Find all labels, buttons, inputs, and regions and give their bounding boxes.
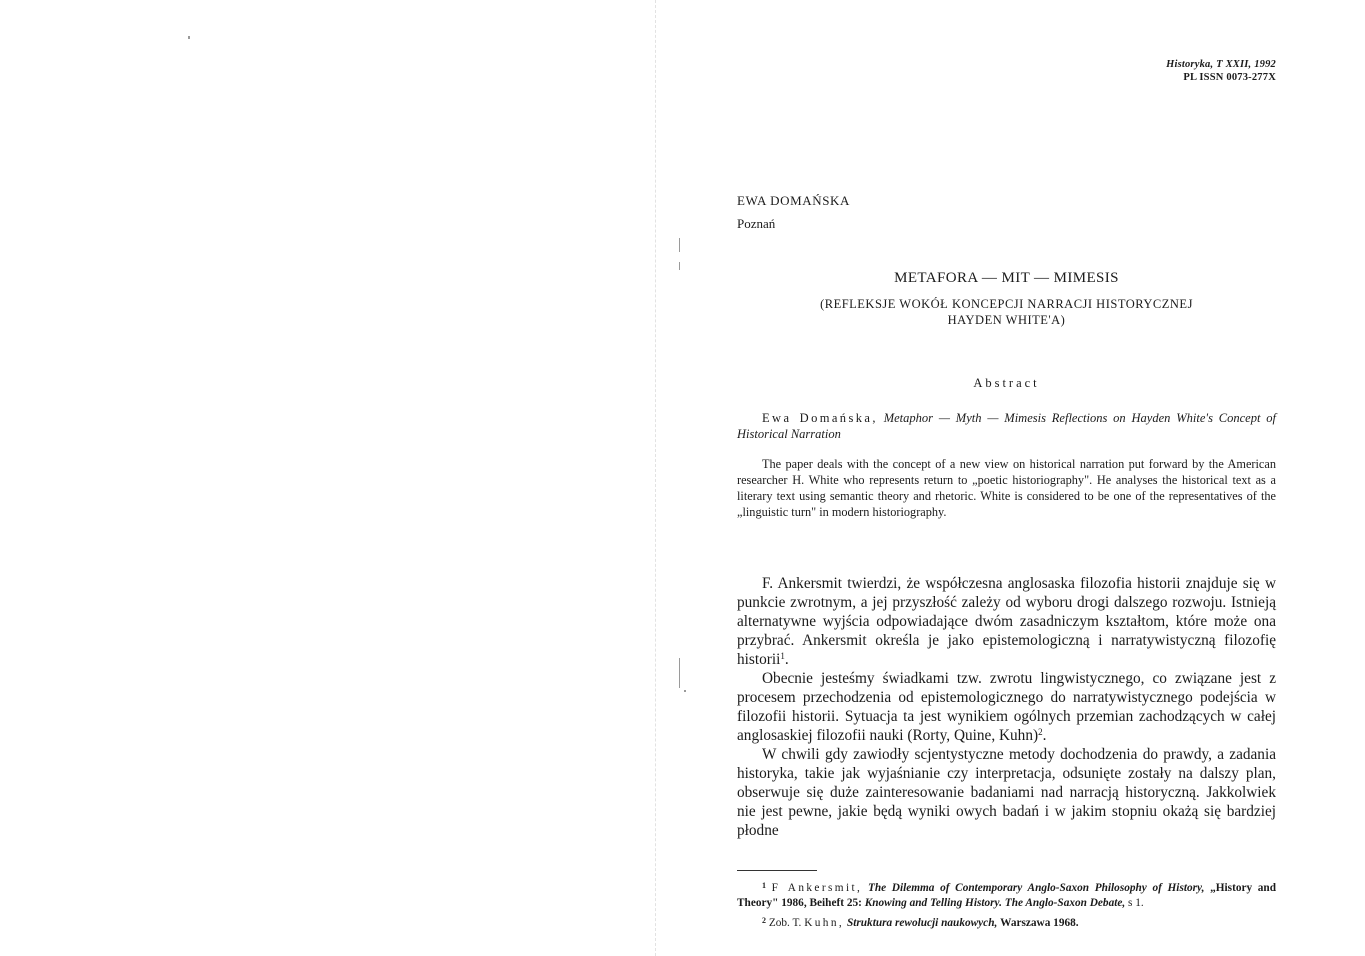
scan-speck <box>684 690 686 692</box>
journal-name: Historyka, <box>1166 59 1214 70</box>
footnote-mark: 1 <box>762 881 766 890</box>
scan-speck <box>679 262 680 270</box>
footnote-title: Struktura rewolucji naukowych, <box>846 917 998 929</box>
article-title: METAFORA — MIT — MIMESIS <box>894 270 1119 286</box>
footnote-ref: 1 <box>780 651 785 661</box>
abstract-text: The paper deals with the concept of a new view on historical narration put forward by the American researcher H. White who represents return to „poetic historiography". He analyses the historical text as a literary text using semantic theory and rhetoric. White is considered to be one of the representatives of the „linguistic turn" in modern historiography. <box>737 457 1276 519</box>
footnote-title-2: Knowing and Telling History. The Anglo-Saxon Debate, <box>864 897 1126 909</box>
footnote-title: The Dilemma of Contemporary Anglo-Saxon Philosophy of History, <box>867 882 1205 894</box>
footnote-2 <box>737 913 1276 931</box>
body-paragraph-text: F. Ankersmit twierdzi, że współczesna anglosaska filozofia historii znajduje się w punkcie zwrotnym, a jej przyszłość zależy od wyboru drogi dalszego rozwoju. Istnieją alternatywne wyjścia odpowiadające dwóm zasadniczym kształtom, które może ona przybrać. Ankersmit określa je jako epistemologiczną i narratywistyczną filozofię historii <box>737 575 1276 668</box>
scan-speck <box>188 36 190 39</box>
body-paragraph-text: W chwili gdy zawiodły scjentystyczne metody dochodzenia do prawdy, a zadania historyka, takie jak wyjaśnianie czy interpretacja, odsunięte zostały na dalszy plan, obserwuje się duże zainteresowanie badaniami nad narracją historyczną. Jakkolwiek nie jest pewne, jakie będą wyniki owych badań i w jakim stopniu okażą się bardziej płodne <box>737 746 1276 839</box>
footnote-place: Warszawa 1968. <box>1000 917 1079 929</box>
footnotes <box>737 878 1276 933</box>
footnote-page: s 1. <box>1128 897 1144 909</box>
abstract-cite-author: Ewa Domańska, <box>762 411 878 425</box>
footnote-journal: „History and Theory" 1986, Beiheft 25: <box>737 882 1276 909</box>
journal-issn: PL ISSN 0073-277X <box>1183 72 1276 83</box>
footnote-prefix: Zob. T. <box>768 917 802 929</box>
abstract-citation <box>737 410 1276 442</box>
body-paragraph <box>737 745 1276 840</box>
subtitle-line-1: (REFLEKSJE WOKÓŁ KONCEPCJI NARRACJI HISTORYCZNEJ <box>820 297 1193 311</box>
body-paragraph: F. Ankersmit twierdzi, że współczesna anglosaska filozofia historii znajduje się w punkcie zwrotnym, a jej przyszłość zależy od wyboru drogi dalszego rozwoju. Istnieją alternatywne wyjścia odpowiadające dwóm zasadniczym kształtom, które może ona przybrać. Ankersmit określa je jako epistemologiczną i narratywistyczną filozofię historii$^1$. <box>737 575 1276 668</box>
author-city: Poznań <box>737 216 776 231</box>
scan-speck <box>679 658 680 688</box>
footnote-1 <box>737 878 1276 911</box>
subtitle-line-2: HAYDEN WHITE'A) <box>947 313 1066 327</box>
footnote-divider <box>737 870 817 871</box>
article-subtitle <box>737 296 1276 328</box>
body-paragraph-text: Obecnie jesteśmy świadkami tzw. zwrotu lingwistycznego, co związane jest z procesem przechodzenia od epistemologicznego do narratywistycznego podejścia w filozofii historii. Sytuacja ta jest wynikiem ogólnych przemian zachodzących w całej anglosaskiej filozofii nauki (Rorty, Quine, Kuhn) <box>737 670 1276 744</box>
page-fold <box>655 0 656 956</box>
footnote-ref: 2 <box>1038 727 1043 737</box>
abstract-cite-title: Metaphor — Myth — Mimesis Reflections on Hayden White's Concept of Historical Narration <box>737 411 1277 441</box>
journal-reference <box>1070 58 1276 84</box>
scan-speck <box>679 238 680 252</box>
footnote-mark: 2 <box>762 916 766 925</box>
abstract-heading: Abstract <box>973 376 1040 390</box>
article-body <box>737 574 1276 840</box>
footnote-author: F Ankersmit, <box>771 882 863 894</box>
journal-volume: T XXII, 1992 <box>1216 59 1276 70</box>
author-name: EWA DOMAŃSKA <box>737 193 851 208</box>
footnote-author: Kuhn, <box>804 917 845 929</box>
body-paragraph: Obecnie jesteśmy świadkami tzw. zwrotu lingwistycznego, co związane jest z procesem przechodzenia od epistemologicznego do narratywistycznego podejścia w filozofii historii. Sytuacja ta jest wynikiem ogólnych przemian zachodzących w całej anglosaskiej filozofii nauki (Rorty, Quine, Kuhn)$^2$. <box>737 670 1276 744</box>
